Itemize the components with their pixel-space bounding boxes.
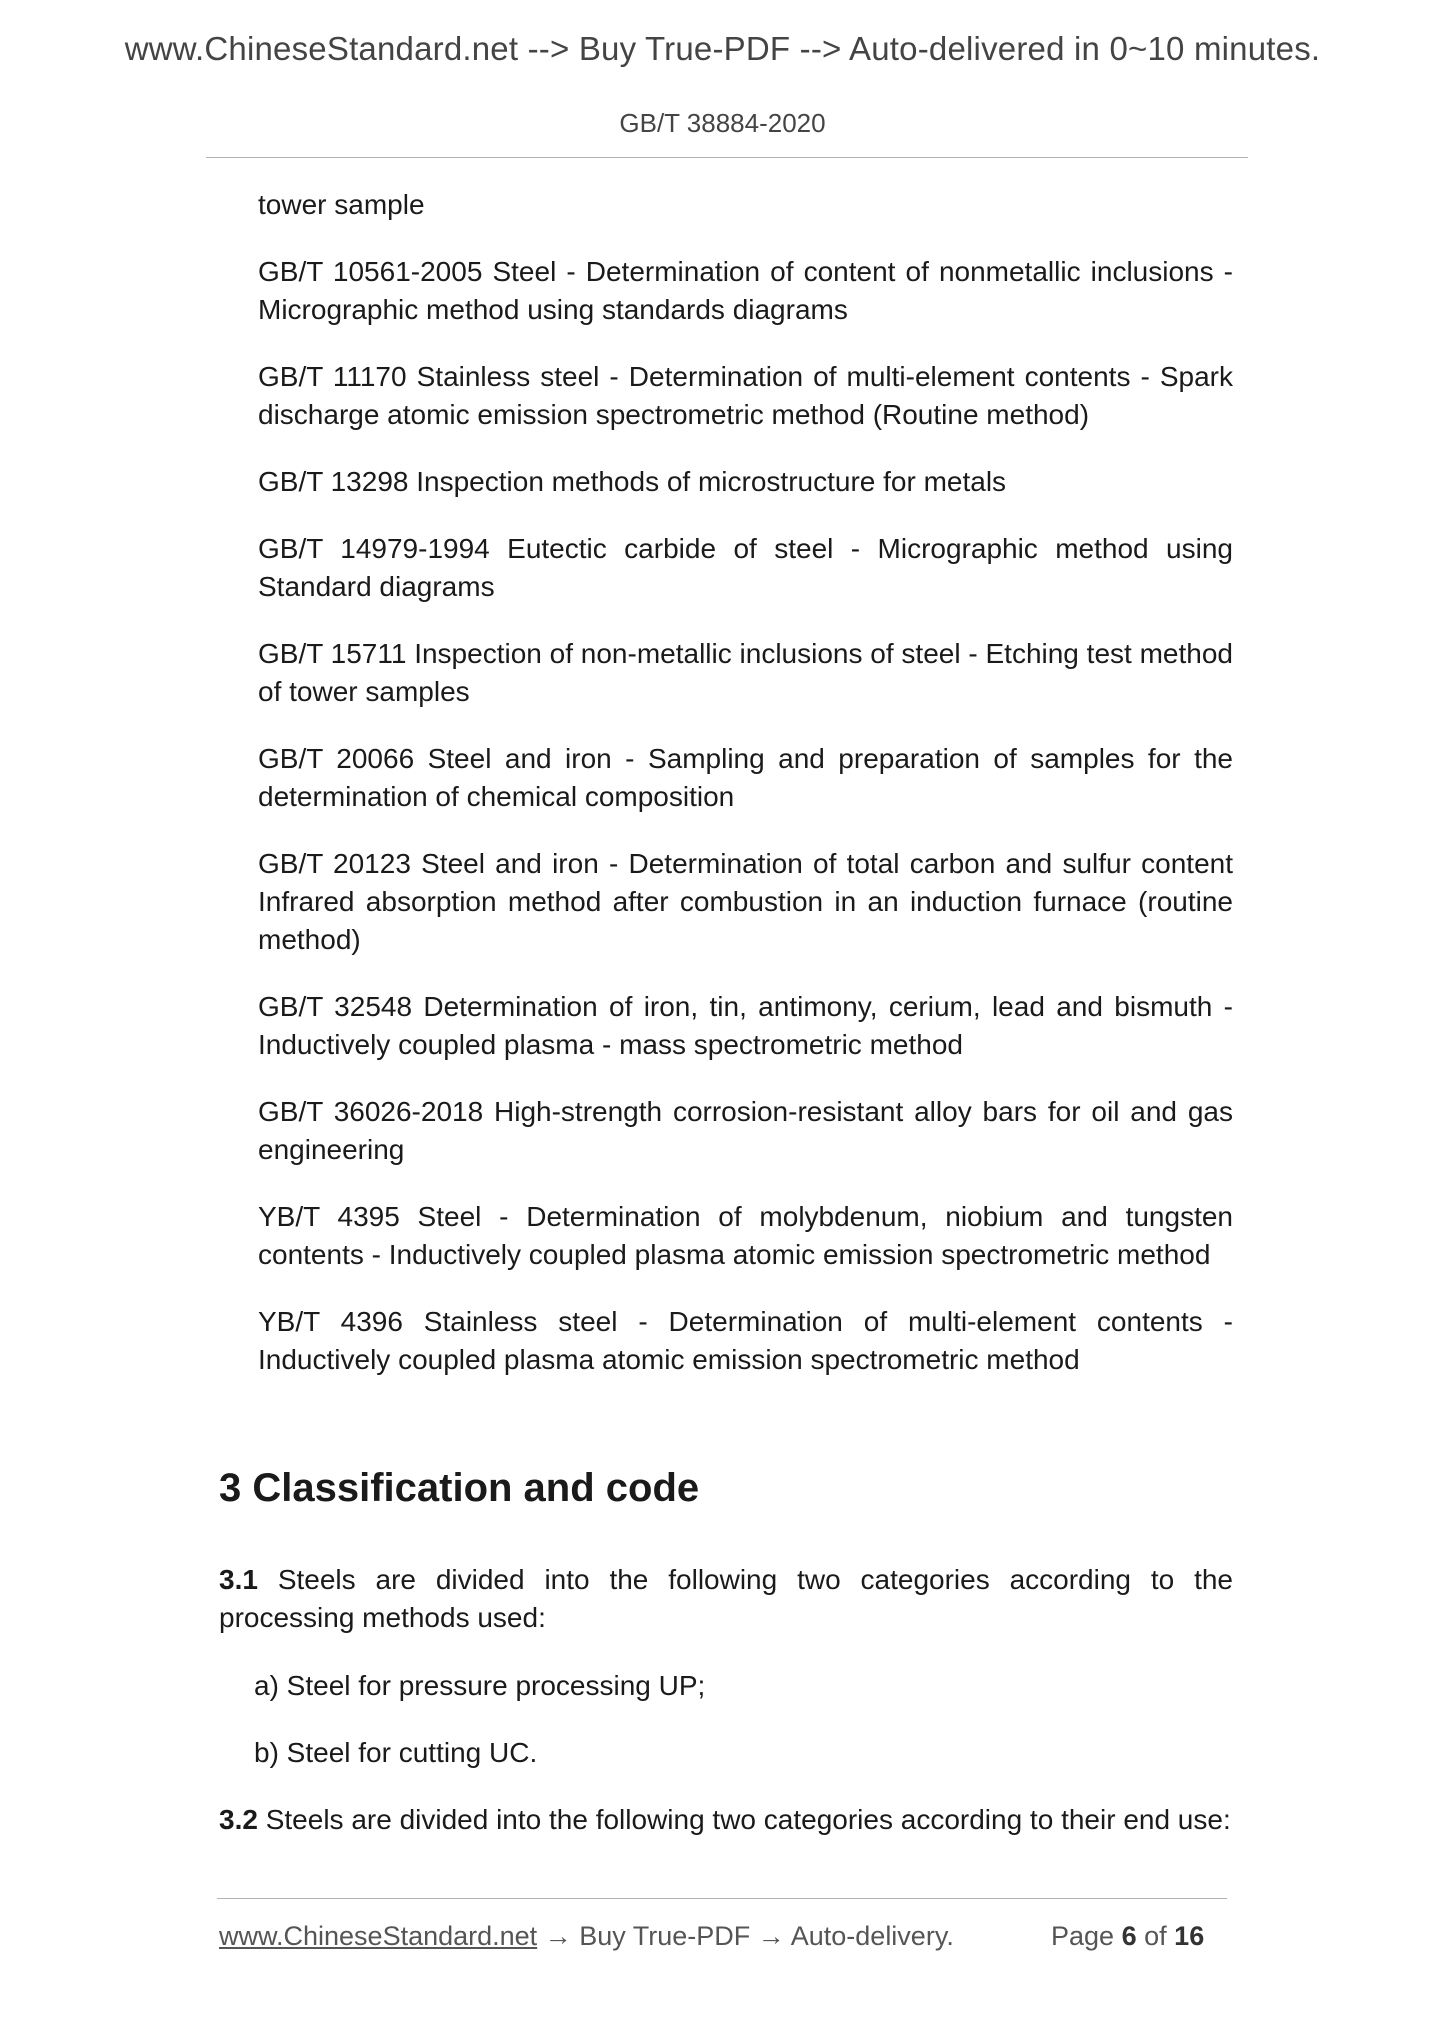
reference-item: GB/T 15711 Inspection of non-metallic inclusions of steel - Etching test method of tower samples xyxy=(258,638,1233,707)
reference-item: GB/T 14979-1994 Eutectic carbide of steel - Micrographic method using Standard diagrams xyxy=(258,533,1233,602)
list-item-a: a) Steel for pressure processing UP; xyxy=(254,1670,706,1701)
reference-item: GB/T 11170 Stainless steel - Determination of multi-element contents - Spark discharge atomic emission spectrometric method (Routine method) xyxy=(258,361,1233,430)
of-label: of xyxy=(1144,1921,1167,1951)
clause-3-1-text: Steels are divided into the following two categories according to the processing methods used: xyxy=(219,1564,1233,1633)
reference-item: GB/T 20123 Steel and iron - Determination of total carbon and sulfur content Infrared absorption method after combustion in an induction furnace (routine method) xyxy=(258,848,1233,955)
footer-promo xyxy=(219,1921,954,1952)
reference-item: tower sample xyxy=(258,189,425,220)
document-code: GB/T 38884-2020 xyxy=(619,108,826,138)
reference-item: GB/T 36026-2018 High-strength corrosion-resistant alloy bars for oil and gas engineering xyxy=(258,1096,1233,1165)
site-banner: www.ChineseStandard.net --> Buy True-PDF --> Auto-delivered in 0~10 minutes. xyxy=(124,30,1321,67)
footer-divider xyxy=(217,1898,1227,1899)
reference-item: YB/T 4395 Steel - Determination of molybdenum, niobium and tungsten contents - Inductively coupled plasma atomic emission spectrometric method xyxy=(258,1201,1233,1270)
clause-3-1 xyxy=(219,1561,1233,1637)
clause-3-2 xyxy=(219,1801,1233,1839)
clause-3-2-number: 3.2 xyxy=(219,1804,258,1835)
footer-site-link[interactable]: www.ChineseStandard.net xyxy=(219,1921,538,1951)
section-3-heading: 3 Classification and code xyxy=(219,1466,700,1510)
normative-references-list xyxy=(258,186,1233,1408)
list-item-b: b) Steel for cutting UC. xyxy=(254,1737,538,1768)
reference-item: GB/T 20066 Steel and iron - Sampling and preparation of samples for the determination of chemical composition xyxy=(258,743,1233,812)
header-divider xyxy=(206,157,1248,158)
reference-item: YB/T 4396 Stainless steel - Determination of multi-element contents - Inductively coupled plasma atomic emission spectrometric method xyxy=(258,1306,1233,1375)
reference-item: GB/T 13298 Inspection methods of microstructure for metals xyxy=(258,466,1007,497)
page-number: 6 xyxy=(1121,1921,1137,1951)
reference-item: GB/T 10561-2005 Steel - Determination of content of nonmetallic inclusions - Micrographic method using standards diagrams xyxy=(258,256,1233,325)
clause-3-1-number: 3.1 xyxy=(219,1564,258,1595)
page-indicator xyxy=(1051,1921,1204,1952)
footer-tagline: → Buy True-PDF → Auto-delivery. xyxy=(537,1921,954,1951)
page-total: 16 xyxy=(1174,1921,1205,1951)
clause-3-2-text: Steels are divided into the following two categories according to their end use: xyxy=(265,1804,1231,1835)
reference-item: GB/T 32548 Determination of iron, tin, antimony, cerium, lead and bismuth - Inductively coupled plasma - mass spectrometric method xyxy=(258,991,1233,1060)
page-label: Page xyxy=(1051,1921,1115,1951)
